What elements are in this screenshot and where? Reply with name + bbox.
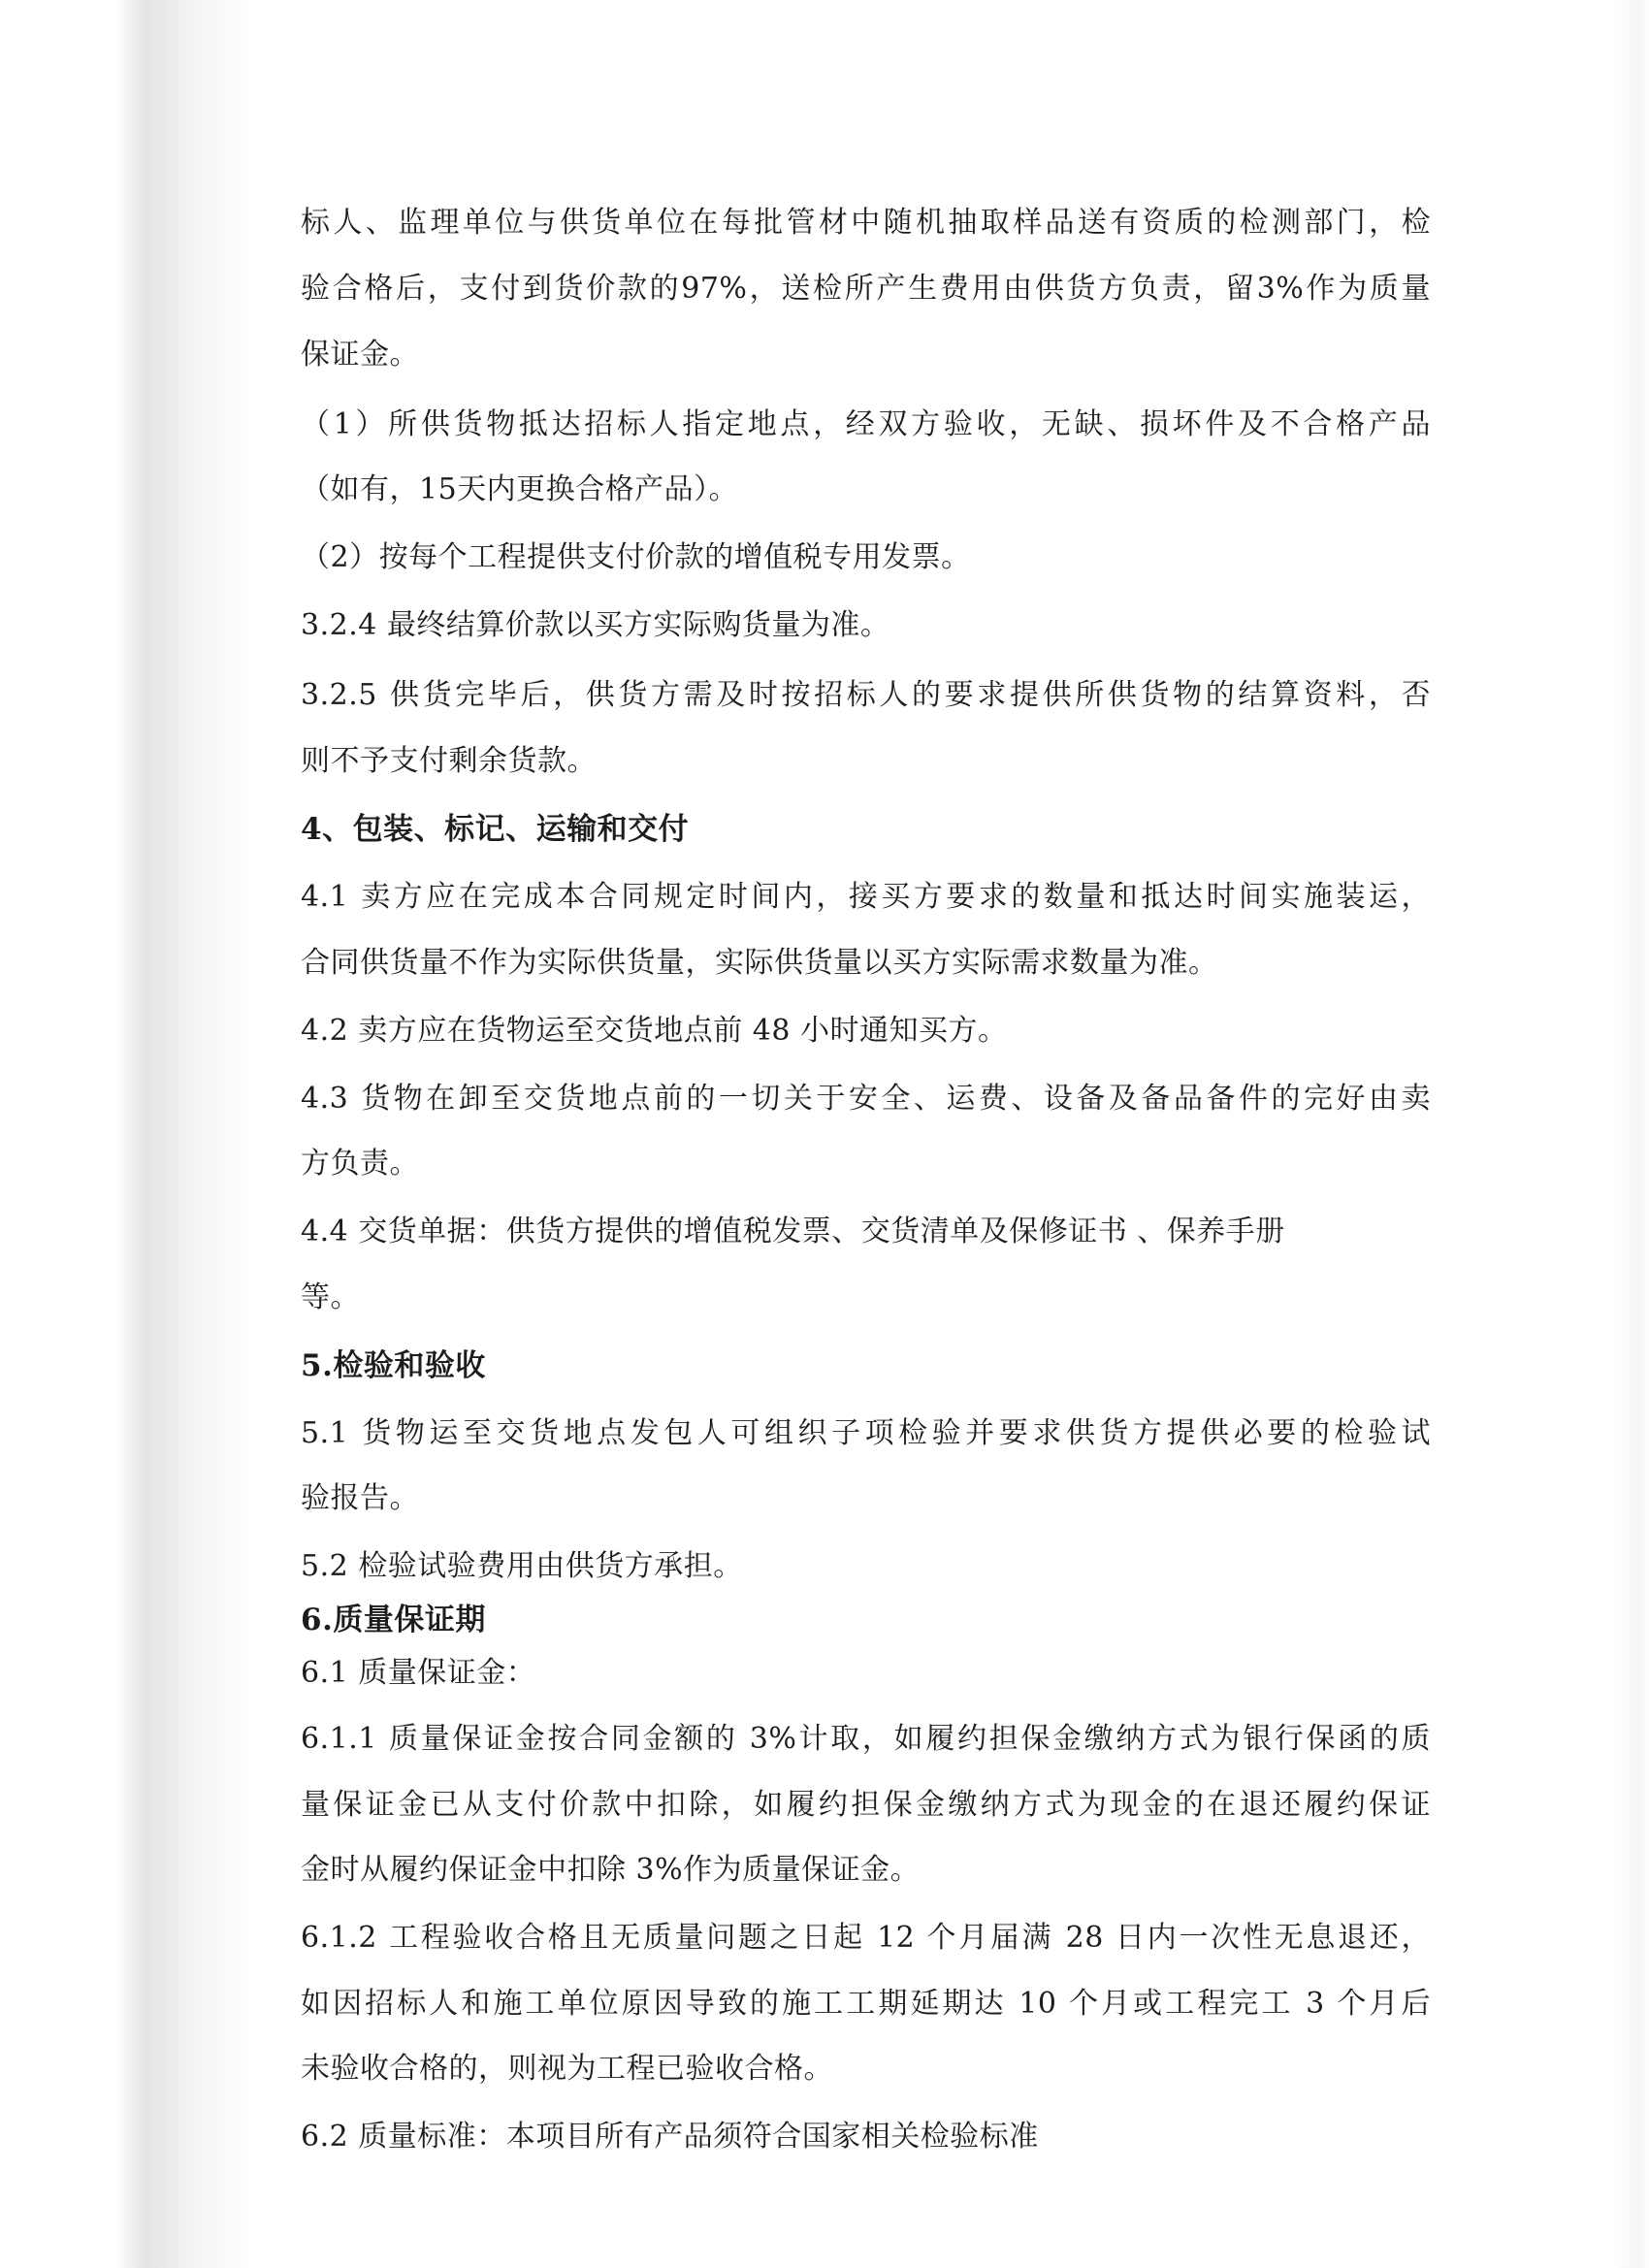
scan-shadow [0, 0, 252, 2268]
text-line: 5.1 货物运至交货地点发包人可组织子项检验并要求供货方提供必要的检验试 [301, 1416, 1431, 1450]
section-heading: 4、包装、标记、运输和交付 [301, 812, 690, 847]
text-line: 标人、监理单位与供货单位在每批管材中随机抽取样品送有资质的检测部门，检 [301, 206, 1431, 240]
text-line: 未验收合格的，则视为工程已验收合格。 [301, 2052, 833, 2086]
section-heading: 6.质量保证期 [301, 1603, 486, 1637]
text-line: 3.2.5 供货完毕后，供货方需及时按招标人的要求提供所供货物的结算资料，否 [301, 678, 1431, 712]
text-line: 5.2 检验试验费用由供货方承担。 [301, 1549, 743, 1583]
text-line: （2）按每个工程提供支付价款的增值税专用发票。 [301, 540, 971, 574]
text-line: 6.1.1 质量保证金按合同金额的 3%计取，如履约担保金缴纳方式为银行保函的质 [301, 1722, 1431, 1756]
text-line: 金时从履约保证金中扣除 3%作为质量保证金。 [301, 1853, 921, 1887]
text-line: 6.1 质量保证金： [301, 1656, 536, 1690]
text-line: 等。 [301, 1280, 360, 1314]
text-line: 3.2.4 最终结算价款以买方实际购货量为准。 [301, 608, 890, 642]
text-line: 合同供货量不作为实际供货量，实际供货量以买方实际需求数量为准。 [301, 946, 1218, 980]
text-line: 保证金。 [301, 338, 419, 372]
text-line: 如因招标人和施工单位原因导致的施工工期延期达 10 个月或工程完工 3 个月后 [301, 1987, 1431, 2021]
text-line: 验报告。 [301, 1481, 419, 1515]
section-heading: 5.检验和验收 [301, 1348, 486, 1383]
text-line: 4.1 卖方应在完成本合同规定时间内，接买方要求的数量和抵达时间实施装运， [301, 880, 1431, 914]
scan-edge [1610, 0, 1649, 2268]
text-line: 4.3 货物在卸至交货地点前的一切关于安全、运费、设备及备品备件的完好由卖 [301, 1082, 1431, 1116]
text-line: 6.2 质量标准：本项目所有产品须符合国家相关检验标准 [301, 2120, 1039, 2154]
text-line: 方负责。 [301, 1147, 419, 1181]
text-line: 6.1.2 工程验收合格且无质量问题之日起 12 个月届满 28 日内一次性无息退还， [301, 1921, 1431, 1955]
text-line: 4.4 交货单据：供货方提供的增值税发票、交货清单及保修证书 、保养手册 [301, 1215, 1285, 1248]
text-line: 4.2 卖方应在货物运至交货地点前 48 小时通知买方。 [301, 1014, 1008, 1048]
text-line: 则不予支付剩余货款。 [301, 744, 597, 778]
text-line: 验合格后，支付到货价款的97%，送检所产生费用由供货方负责，留3%作为质量 [301, 272, 1431, 306]
text-line: （如有，15天内更换合格产品）。 [301, 472, 739, 506]
text-line: （1）所供货物抵达招标人指定地点，经双方验收，无缺、损坏件及不合格产品 [301, 407, 1431, 441]
text-line: 量保证金已从支付价款中扣除，如履约担保金缴纳方式为现金的在退还履约保证 [301, 1788, 1431, 1822]
